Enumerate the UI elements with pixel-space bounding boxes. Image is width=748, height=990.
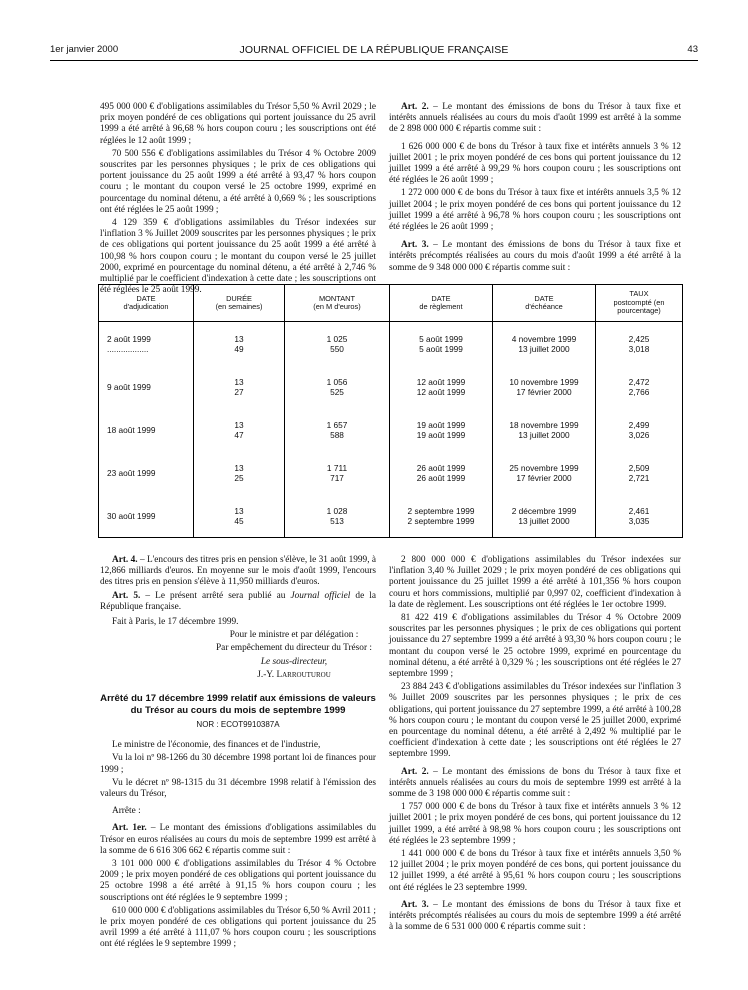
arrete-title: Arrêté du 17 décembre 1999 relatif aux émissions de valeurs du Trésor au cours du mois de septembre 1999 — [100, 693, 376, 716]
col-header: DATE d'adjudication — [99, 285, 194, 322]
header-rule — [50, 60, 698, 61]
table-row — [99, 365, 683, 408]
article-5: Art. 5. – Le présent arrêté sera publié au Journal officiel de la République française. — [100, 590, 377, 612]
fait-a-paris: Fait à Paris, le 17 décembre 1999. — [112, 617, 239, 628]
article-2 — [389, 102, 681, 136]
paragraph: 1 626 000 000 € de bons du Trésor à taux fixe et intérêts annuels 3 % 12 juillet 2001 ; le prix moyen pondéré de ces bons qui portent jouissance du 12 juillet 1999 a été arrêté à 99,29 % hors coupon couru ; les souscriptions ont été réglées le 26 août 1999 ; — [389, 141, 681, 186]
journal-officiel-link-text: Journal officiel — [290, 590, 351, 601]
signature-line: Pour le ministre et par délégation : — [229, 630, 359, 641]
bottom-right-column — [389, 555, 681, 936]
paragraph: 1 272 000 000 € de bons du Trésor à taux fixe et intérêts annuels 3,5 % 12 juillet 2004 ; le prix moyen pondéré de ces bons qui portent jouissance du 12 juillet 1999 a été arrêté à 96,78 % hors coupon couru ; les souscriptions ont été réglées le 26 août 1999 ; — [389, 188, 681, 233]
table-row — [99, 322, 683, 366]
table-header-row — [99, 285, 683, 322]
cell-reglement: 12 août 1999 12 août 1999 — [390, 365, 493, 408]
top-left-column — [100, 102, 376, 298]
article-label: Art. 3. — [401, 240, 429, 251]
paragraph: 81 422 419 € d'obligations assimilables du Trésor 4 % Octobre 2009 souscrites par les personnes physiques ; le prix de ces obligations qui portent jouissance du 27 septembre 1999 a été arrêté à 93,30 % hors coupon couru ; le montant du coupon versé le 25 octobre 1999, exprimé en pourcentage du nominal détenu, a été arrêté à 0,329 % ; les souscriptions ont été réglées le 27 septembre 1999 ; — [389, 613, 681, 680]
article-3 — [389, 240, 681, 274]
paragraph: 2 800 000 000 € d'obligations assimilables du Trésor indexées sur l'inflation 3,40 % Juillet 2029 ; le prix moyen pondéré de ces obligations qui portent jouissance du 25 juillet 1999 a été arrêté à 101,356 % hors coupon couru et hors commissions, multiplié par 0,997 02, coefficient d'indexation à la date de règlement. Les souscriptions ont été réglées le 1er octobre 1999. — [389, 555, 681, 610]
cell-montant: 1 657 588 — [285, 408, 390, 451]
article-4 — [100, 555, 376, 589]
article-text: – Le montant des émissions d'obligations assimilables du Trésor en euros réalisées au cours du mois de septembre 1999 est arrêté à la somme de 6 616 306 662 € répartis comme suit : — [100, 823, 376, 856]
cell-duree: 13 49 — [194, 322, 285, 366]
paragraph: 4 129 359 € d'obligations assimilables du Trésor indexées sur l'inflation 3 % Juillet 2009 souscrites par les personnes physiques ; le prix de ces obligations qui portent jouissance du 25 août 1999 a été arrêté à 100,98 % hors coupon couru ; le montant du coupon versé le 25 juillet 2000, exprimé en pourcentage du nominal détenu, a été arrêté à 2,746 % multiplié par le coefficient d'indexation à cette date ; les souscriptions ont été réglées le 25 août 1999. — [100, 218, 376, 296]
cell-taux: 2,509 2,721 — [596, 451, 683, 494]
article-text: – L'encours des titres pris en pension s'élève, le 31 août 1999, à 12,866 milliards d'euros. En moyenne sur le mois d'août 1999, l'encours des titres pris en pension s'élève à 11,950 milliards d'euros. — [100, 555, 376, 588]
col-header: MONTANT (en M d'euros) — [285, 285, 390, 322]
article-label: Art. 3. — [401, 899, 429, 910]
paragraph: 495 000 000 € d'obligations assimilables du Trésor 5,50 % Avril 2029 ; le prix moyen pondéré de ces obligations qui portent jouissance du 25 avril 1999 a été arrêté à 96,68 % hors coupon couru ; les souscriptions ont été réglées le 12 août 1999 ; — [100, 102, 376, 146]
paragraph: 610 000 000 € d'obligations assimilables du Trésor 6,50 % Avril 2011 ; le prix moyen pondéré de ces obligations qui portent jouissance du 25 avril 1999 a été arrêté à 111,07 % hors coupon couru ; les souscriptions ont été réglées le 9 septembre 1999 ; — [100, 905, 376, 950]
col-header: TAUX postcompté (en pourcentage) — [596, 285, 683, 322]
journal-title: JOURNAL OFFICIEL DE LA RÉPUBLIQUE FRANÇAISE — [239, 44, 509, 56]
signature-line: Le sous-directeur, — [260, 656, 328, 667]
paragraph: 70 500 556 € d'obligations assimilables du Trésor 4 % Octobre 2009 souscrites par les personnes physiques ; le prix de ces obligations qui portent jouissance du 25 août 1999 a été arrêté à 93,47 % hors coupon couru ; le montant du coupon versé le 25 octobre 1999, exprimé en pourcentage du nominal détenu, a été arrêté à 0,669 % ; les souscriptions ont été réglées le 25 août 1999 ; — [100, 148, 376, 215]
article-label: Art. 5. — [112, 590, 141, 601]
cell-echeance: 10 novembre 1999 17 février 2000 — [493, 365, 596, 408]
cell-duree: 13 25 — [194, 451, 285, 494]
cell-duree: 13 27 — [194, 365, 285, 408]
cell-date: 23 août 1999 — [99, 451, 194, 494]
article-label: Art. 2. — [401, 102, 429, 112]
cell-taux: 2,472 2,766 — [596, 365, 683, 408]
paragraph: Vu le décret nº 98-1315 du 31 décembre 1998 relatif à l'émission des valeurs du Trésor, — [100, 777, 376, 800]
paragraph: 1 757 000 000 € de bons du Trésor à taux fixe et intérêts annuels 3 % 12 juillet 2001 ; le prix moyen pondéré de ces bons, qui portent jouissance du 12 juillet 1999, a été arrêté à 98,98 % hors coupon couru ; les souscriptions ont été réglées le 23 septembre 1999 ; — [389, 802, 681, 846]
top-right-column — [389, 102, 681, 276]
article-text: – Le montant des émissions de bons du Trésor à taux fixe et intérêts précomptés réalisées au cours du mois de septembre 1999 a été arrêté à la somme de 6 531 000 000 € répartis comme suit : — [389, 899, 681, 933]
article-text: – Le montant des émissions de bons du Trésor à taux fixe et intérêts annuels réalisées au cours du mois d'août 1999 est arrêté à la somme de 2 898 000 000 € répartis comme suit : — [389, 102, 681, 135]
cell-taux: 2,425 3,018 — [596, 322, 683, 366]
cell-montant: 1 056 525 — [285, 365, 390, 408]
article-text: – Le montant des émissions de bons du Trésor à taux fixe et intérêts annuels réalisées au cours du mois de septembre 1999 est arrêté à la somme de 3 198 000 000 € répartis comme suit : — [389, 766, 681, 800]
cell-reglement: 26 août 1999 26 août 1999 — [390, 451, 493, 494]
paragraph: 23 884 243 € d'obligations assimilables du Trésor indexées sur l'inflation 3 % Juillet 2009 souscrites par les personnes physiques ; le prix de ces obligations, qui portent jouissance du 27 septembre 1999, a été arrêté à 100,28 % hors coupon couru ; le montant du coupon versé le 25 juillet 2000, exprimé en pourcentage du nominal détenu, a été arrêté à 2,492 % multiplié par le coefficient d'indexation à cette date ; les souscriptions ont été réglées le 27 septembre 1999. — [389, 682, 681, 760]
bottom-left-column — [100, 555, 376, 953]
cell-reglement: 5 août 1999 5 août 1999 — [390, 322, 493, 366]
nor-reference: NOR : ECOT9910387A — [196, 720, 280, 730]
cell-echeance: 2 décembre 1999 13 juillet 2000 — [493, 494, 596, 538]
cell-date: 9 août 1999 — [99, 365, 194, 408]
article-text: – Le montant des émissions de bons du Trésor à taux fixe et intérêts précomptés réalisées au cours du mois d'août 1999 a été arrêté à la somme de 9 348 000 000 € répartis comme suit : — [389, 240, 681, 273]
paragraph: Le ministre de l'économie, des finances et de l'industrie, — [112, 740, 321, 751]
article-label: Art. 4. — [112, 555, 138, 565]
signature-name: J.-Y. Larrouturou — [257, 669, 331, 680]
issues-table — [98, 284, 683, 538]
col-header: DATE de règlement — [390, 285, 493, 322]
cell-montant: 1 028 513 — [285, 494, 390, 538]
article-1 — [100, 823, 376, 857]
cell-taux: 2,499 3,026 — [596, 408, 683, 451]
cell-taux: 2,461 3,035 — [596, 494, 683, 538]
article-label: Art. 1er. — [112, 823, 147, 834]
table-row — [99, 494, 683, 538]
article-3 — [389, 900, 681, 934]
arrete-label: Arrête : — [112, 806, 141, 817]
cell-reglement: 19 août 1999 19 août 1999 — [390, 408, 493, 451]
paragraph: 1 441 000 000 € de bons du Trésor à taux fixe et intérêts annuels 3,50 % 12 juillet 2004 ; le prix moyen pondéré de ces bons, qui portent jouissance du 12 juillet 1999, a été arrêté à 95,61 % hors coupon couru ; les souscriptions ont été réglées le 23 septembre 1999. — [389, 849, 681, 893]
cell-montant: 1 025 550 — [285, 322, 390, 366]
paragraph: Vu la loi nº 98-1266 du 30 décembre 1998 portant loi de finances pour 1999 ; — [100, 753, 376, 775]
signature-line: Par empêchement du directeur du Trésor : — [216, 643, 372, 654]
header-date: 1er janvier 2000 — [50, 44, 119, 55]
cell-duree: 13 47 — [194, 408, 285, 451]
cell-echeance: 18 novembre 1999 13 juillet 2000 — [493, 408, 596, 451]
table-row — [99, 451, 683, 494]
page-number: 43 — [687, 44, 698, 55]
cell-date: 30 août 1999 — [99, 494, 194, 538]
cell-reglement: 2 septembre 1999 2 septembre 1999 — [390, 494, 493, 538]
cell-echeance: 4 novembre 1999 13 juillet 2000 — [493, 322, 596, 366]
col-header: DURÉE (en semaines) — [194, 285, 285, 322]
cell-echeance: 25 novembre 1999 17 février 2000 — [493, 451, 596, 494]
cell-montant: 1 711 717 — [285, 451, 390, 494]
article-2 — [389, 767, 681, 801]
cell-date: 18 août 1999 — [99, 408, 194, 451]
col-header: DATE d'échéance — [493, 285, 596, 322]
page-header — [50, 44, 698, 58]
article-label: Art. 2. — [401, 766, 429, 777]
table-row — [99, 408, 683, 451]
cell-date: 2 août 1999 .................. — [99, 322, 194, 366]
cell-duree: 13 45 — [194, 494, 285, 538]
paragraph: 3 101 000 000 € d'obligations assimilables du Trésor 4 % Octobre 2009 ; le prix moyen pondéré de ces obligations qui portent jouissance du 25 octobre 1998 a été arrêté à 91,15 % hors coupon couru ; les souscriptions ont été réglées le 9 septembre 1999 ; — [100, 859, 376, 903]
